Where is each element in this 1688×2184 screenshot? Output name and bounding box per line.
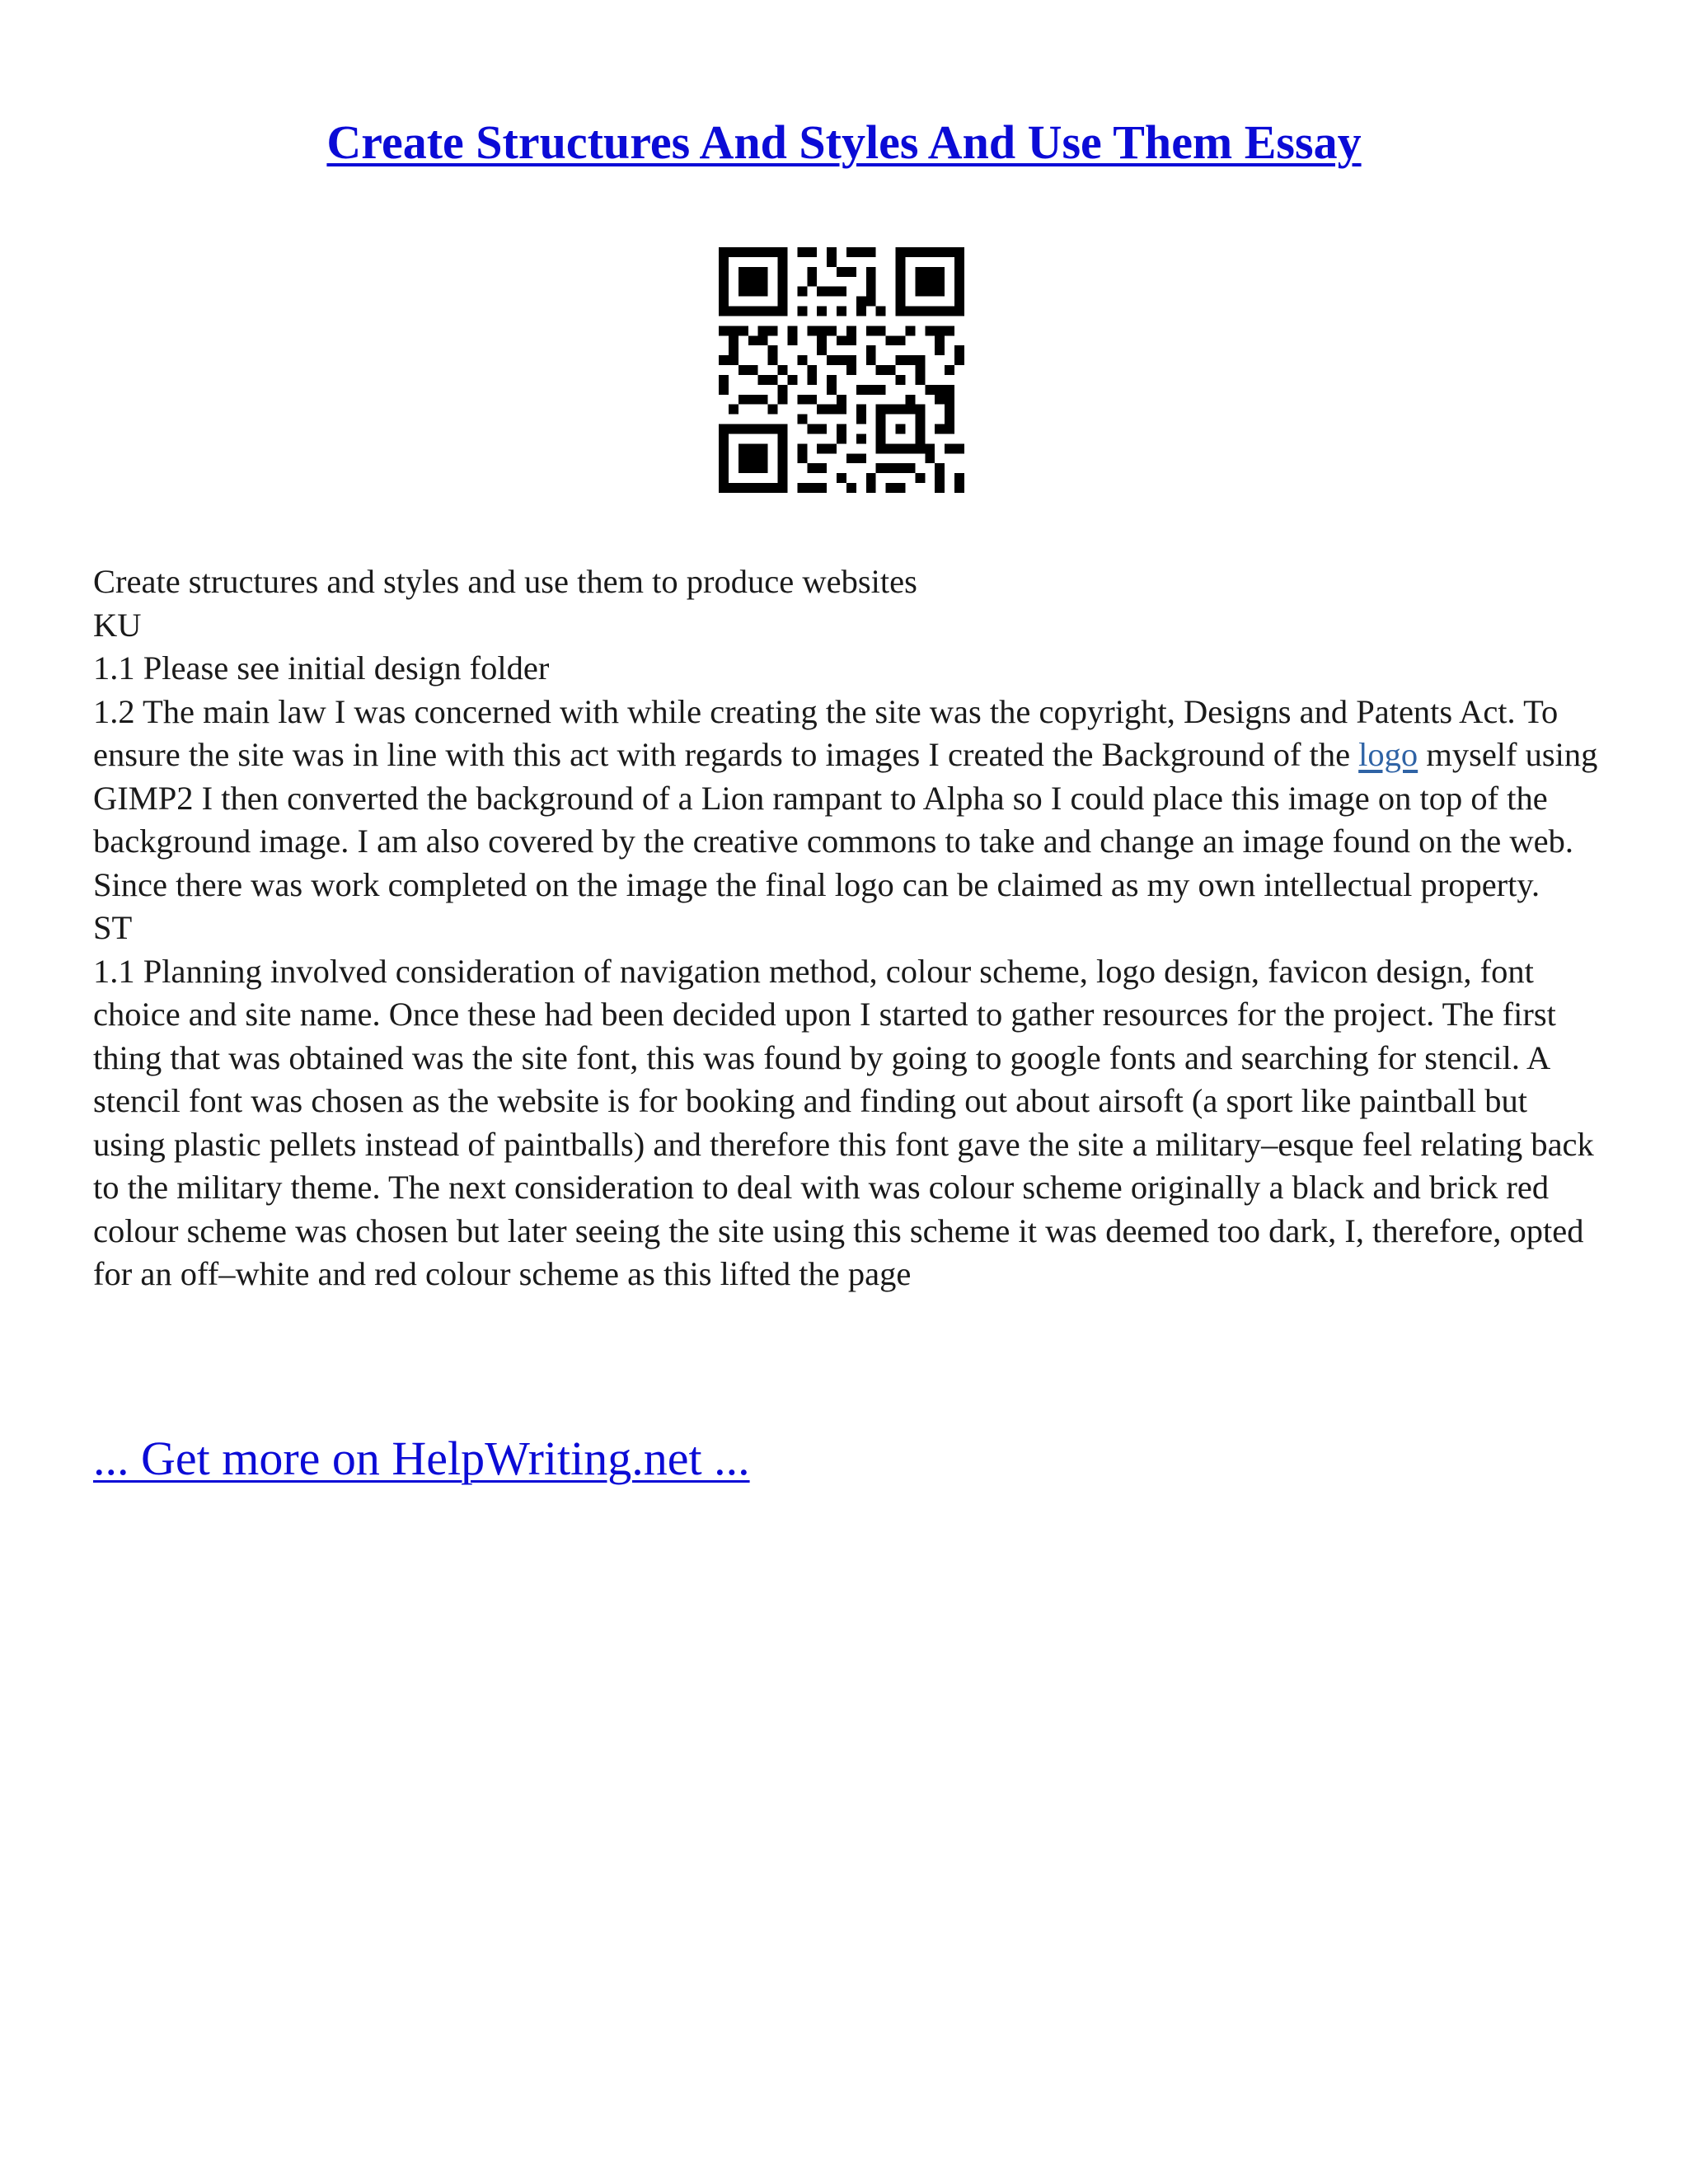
title-link[interactable]: Create Structures And Styles And Use Them Essay <box>326 115 1362 169</box>
st-item-1-1: 1.1 Planning involved consideration of navigation method, colour scheme, logo design, favicon design, font choice and site name. Once these had been decided upon I started to gather resources for the project. The first thing that was obtained was the site font, this was found by going to google fonts and searching for stencil. A stencil font was chosen as the website is for booking and finding out about airsoft (a sport like paintball but using plastic pellets instead of paintballs) and therefore this font gave the site a military–esque feel relating back to the military theme. The next consideration to deal with was colour scheme originally a black and brick red colour scheme was chosen but later seeing the site using this scheme it was deemed too dark, I, therefore, opted for an off–white and red colour scheme as this lifted the page <box>93 952 1594 1292</box>
qr-code-graphic <box>719 247 964 493</box>
section-heading-ku: KU <box>93 606 142 644</box>
section-heading-st: ST <box>93 909 133 946</box>
ku-item-1-2 <box>93 691 1601 907</box>
more-link-container <box>93 1430 750 1488</box>
ku-item-1-2-text-end: myself using GIMP2 I then converted the background of a Lion rampant to Alpha so I could place this image on top of the background image. I am also covered by the creative commons to take and change an image found on the web. Since there was work completed on the image the final logo can be claimed as my own intellectual property. <box>93 736 1598 903</box>
essay-body <box>93 560 1601 1296</box>
get-more-link[interactable]: ... Get more on HelpWriting.net ... <box>93 1432 750 1485</box>
logo-link[interactable]: logo <box>1358 736 1418 773</box>
intro-line: Create structures and styles and use them to produce websites <box>93 563 917 600</box>
ku-item-1-2-text-start: 1.2 The main law I was concerned with while creating the site was the copyright, Designs and Patents Act. To ensure the site was in line with this act with regards to images I created the Background of the <box>93 692 1559 773</box>
qr-code-icon <box>719 247 964 493</box>
page-title <box>0 114 1688 171</box>
ku-item-1-1: 1.1 Please see initial design folder <box>93 649 550 687</box>
